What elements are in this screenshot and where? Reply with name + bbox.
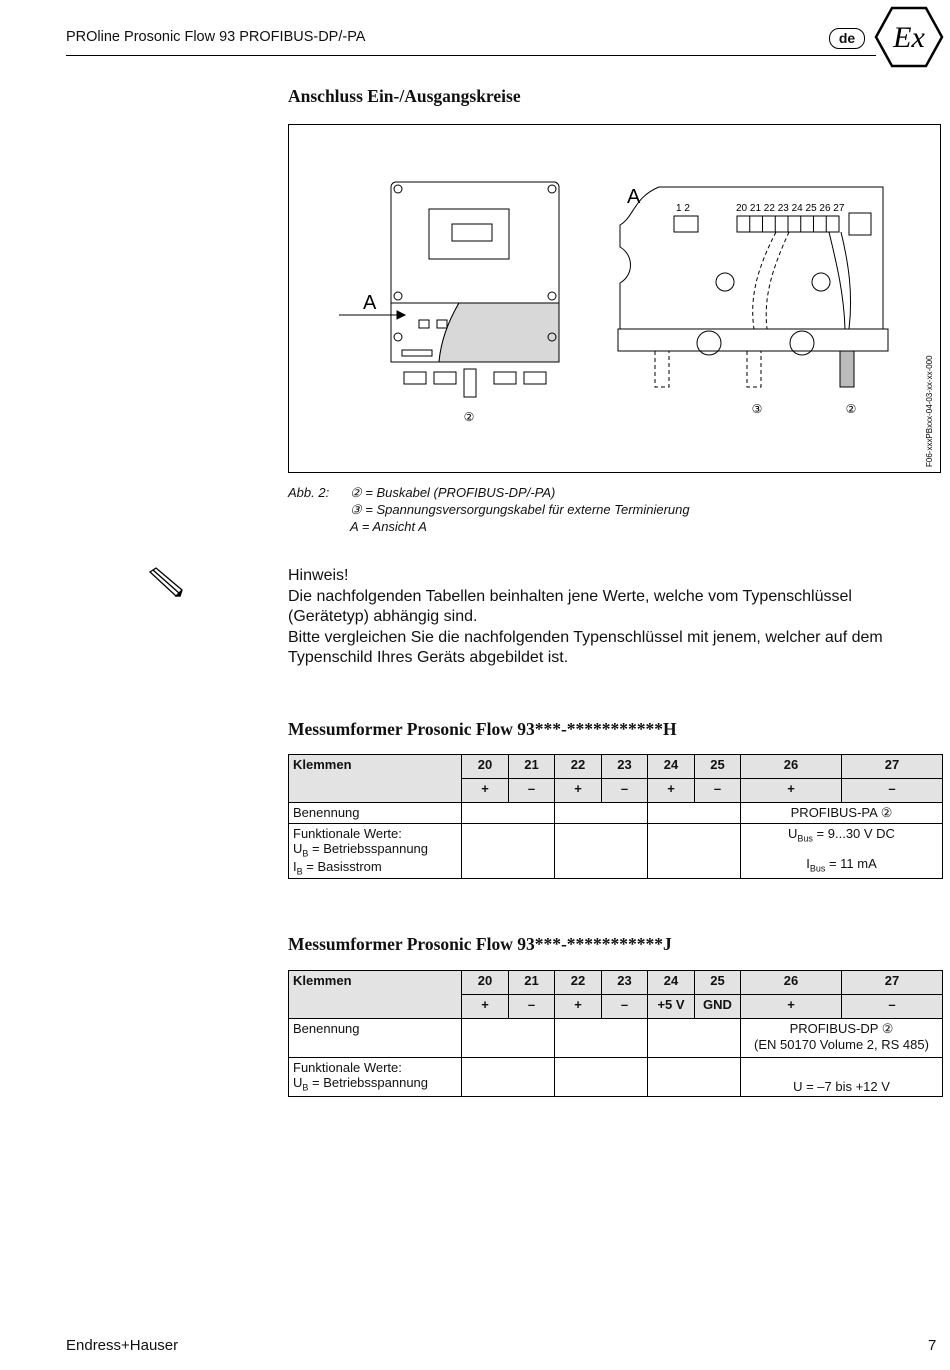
- label-text: = Betriebsspannung: [308, 841, 429, 856]
- header-cell: 25: [695, 971, 741, 995]
- row-label: Benennung: [289, 803, 462, 824]
- table-row: [289, 824, 943, 879]
- value-line: (EN 50170 Volume 2, RS 485): [754, 1037, 929, 1052]
- polarity-cell: +: [462, 995, 509, 1019]
- polarity-cell: –: [602, 995, 648, 1019]
- marker-supply-cable: ③: [751, 402, 763, 416]
- row-label: [289, 824, 462, 879]
- section-title-table-h: Messumformer Prosonic Flow 93***-***********H: [288, 719, 677, 739]
- header-cell: 24: [648, 971, 695, 995]
- row-value: PROFIBUS-PA ②: [741, 803, 943, 824]
- row-value: [741, 1019, 943, 1058]
- header-cell: 25: [695, 755, 741, 779]
- header-cell: 20: [462, 755, 509, 779]
- header-cell: 22: [555, 755, 602, 779]
- symbol-subscript: B: [302, 848, 309, 859]
- section-title-table-j: Messumformer Prosonic Flow 93***-***********J: [288, 934, 672, 954]
- terminal-numbers-20-27: 20 21 22 23 24 25 26 27: [736, 203, 845, 214]
- row-label-line: [293, 1075, 457, 1093]
- note-line: Typenschild Ihres Geräts abgebildet ist.: [288, 649, 569, 666]
- figure-code: F06-xxxPBxxx-04-03-xx-xx-000: [925, 355, 934, 467]
- row-value: [741, 824, 943, 879]
- polarity-cell: +: [555, 995, 602, 1019]
- figure-caption-body: [350, 484, 690, 535]
- ex-protection-logo: [874, 6, 944, 73]
- figure-label-a-left: A: [363, 292, 377, 314]
- symbol-subscript: Bus: [809, 863, 826, 874]
- polarity-cell: +: [555, 779, 602, 803]
- section-title-connections: Anschluss Ein-/Ausgangskreise: [288, 86, 521, 106]
- symbol-subscript: Bus: [797, 833, 813, 844]
- value-line: [745, 856, 938, 874]
- value-line: PROFIBUS-DP ②: [789, 1021, 894, 1036]
- value-text: = 9...30 V DC: [812, 826, 895, 841]
- transmitter-housing-drawing: [339, 182, 559, 397]
- header-cell: 26: [741, 971, 842, 995]
- polarity-cell: +: [741, 995, 842, 1019]
- pencil-icon: [146, 566, 186, 608]
- symbol-subscript: B: [296, 866, 303, 877]
- table-header-row: [289, 755, 943, 779]
- figure-label-a-right: A: [627, 186, 641, 208]
- symbol-subscript: B: [302, 1082, 309, 1093]
- table-row: [289, 1058, 943, 1097]
- row-label-line: [293, 859, 457, 877]
- caption-line: ② = Buskabel (PROFIBUS-DP/-PA): [350, 485, 556, 500]
- note-block: [288, 566, 938, 669]
- header-cell: 21: [509, 971, 555, 995]
- ex-logo-text: Ex: [893, 21, 925, 54]
- symbol-text: I: [806, 855, 810, 871]
- header-cell: 20: [462, 971, 509, 995]
- polarity-cell: +: [741, 779, 842, 803]
- header-cell: Klemmen: [289, 755, 462, 803]
- header-cell: 26: [741, 755, 842, 779]
- note-line: Die nachfolgenden Tabellen beinhalten jene Werte, welche vom Typenschlüssel: [288, 587, 852, 605]
- row-label-line: Funktionale Werte:: [293, 1060, 402, 1075]
- header-cell: 22: [555, 971, 602, 995]
- document-header-title: PROline Prosonic Flow 93 PROFIBUS-DP/-PA: [66, 29, 366, 45]
- label-text: = Basisstrom: [302, 858, 382, 874]
- polarity-cell: +5 V: [648, 995, 695, 1019]
- terminal-view-drawing: [618, 187, 888, 387]
- row-label-line: [293, 841, 457, 859]
- header-cell: 27: [842, 755, 943, 779]
- note-line: (Gerätetyp) abhängig sind.: [288, 608, 478, 625]
- table-row: [289, 1019, 943, 1058]
- polarity-cell: GND: [695, 995, 741, 1019]
- value-line: U = –7 bis +12 V: [793, 1079, 890, 1094]
- terminal-numbers-1-2: 1 2: [676, 203, 690, 214]
- header-cell: 21: [509, 755, 555, 779]
- polarity-cell: +: [648, 779, 695, 803]
- note-line: Bitte vergleichen Sie die nachfolgenden Typenschlüssel mit jenem, welcher auf dem: [288, 628, 883, 646]
- polarity-cell: +: [462, 779, 509, 803]
- row-label-line: Funktionale Werte:: [293, 826, 402, 841]
- note-title: Hinweis!: [288, 567, 349, 584]
- caption-line: ③ = Spannungsversorgungskabel für externe Terminierung: [350, 502, 690, 517]
- page-number: 7: [928, 1337, 937, 1354]
- symbol-text: I: [293, 858, 297, 874]
- polarity-cell: –: [602, 779, 648, 803]
- table-header-row: [289, 971, 943, 995]
- header-cell: 23: [602, 755, 648, 779]
- caption-line: A = Ansicht A: [350, 519, 427, 534]
- header-cell: 23: [602, 971, 648, 995]
- marker-bus-cable-left: ②: [463, 410, 475, 424]
- terminal-table-h: [288, 754, 943, 879]
- table-row: [289, 803, 943, 824]
- row-label: Benennung: [289, 1019, 462, 1058]
- row-value: [741, 1058, 943, 1097]
- figure-caption-label: Abb. 2:: [288, 485, 330, 500]
- value-text: = 11 mA: [825, 855, 877, 871]
- header-cell: 24: [648, 755, 695, 779]
- symbol-text: U: [293, 1075, 303, 1090]
- terminal-table-j: [288, 970, 943, 1097]
- wiring-figure: [288, 124, 941, 473]
- symbol-text: U: [788, 826, 798, 841]
- value-line: [745, 826, 938, 844]
- header-cell: Klemmen: [289, 971, 462, 1019]
- header-rule: [66, 55, 876, 56]
- header-cell: 27: [842, 971, 943, 995]
- language-badge: de: [829, 28, 865, 49]
- label-text: = Betriebsspannung: [308, 1075, 429, 1090]
- polarity-cell: –: [842, 779, 943, 803]
- polarity-cell: –: [695, 779, 741, 803]
- polarity-cell: –: [509, 779, 555, 803]
- polarity-cell: –: [842, 995, 943, 1019]
- marker-bus-cable-right: ②: [845, 402, 857, 416]
- row-label: [289, 1058, 462, 1097]
- polarity-cell: –: [509, 995, 555, 1019]
- footer-brand: Endress+Hauser: [66, 1337, 179, 1354]
- symbol-text: U: [293, 841, 303, 856]
